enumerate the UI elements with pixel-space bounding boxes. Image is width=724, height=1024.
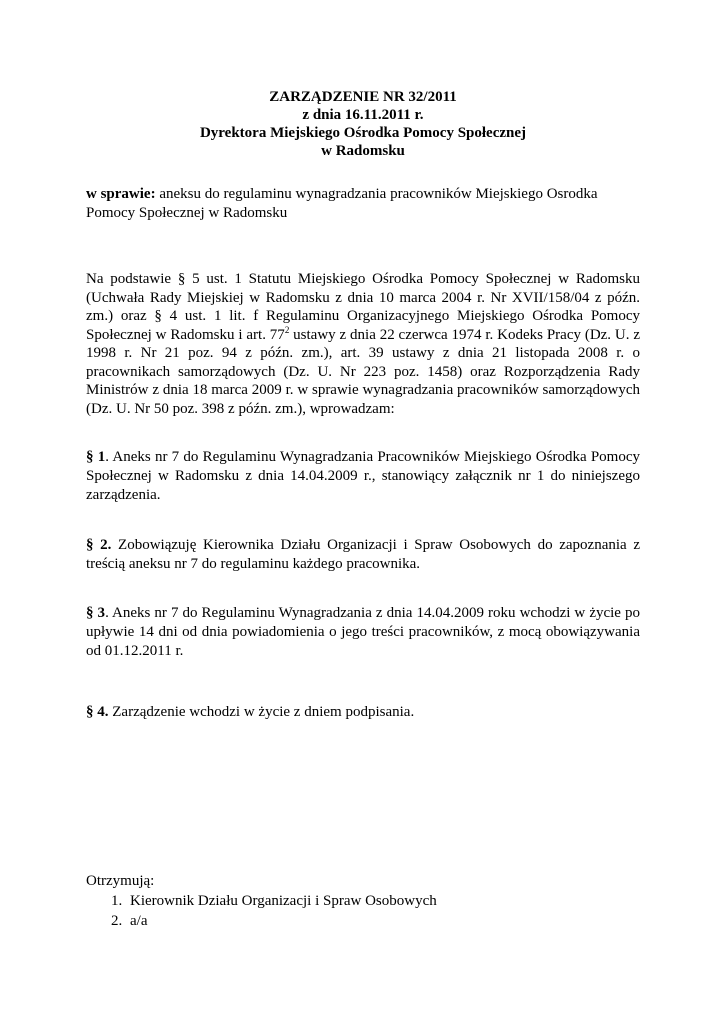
section-3-label: § 3 [86,605,106,621]
section-1 [86,448,640,505]
section-1-text: . Aneks nr 7 do Regulaminu Wynagradzania Pracowników Miejskiego Ośrodka Pomocy Społecznej w Radomsku z dnia 14.04.2009 r., stanowiący załącznik nr 1 do niniejszego zarządzenia. [86,449,640,503]
heading-date: z dnia 16.11.2011 r. [302,107,424,123]
legal-basis-text-start: Na podstawie § 5 ust. 1 Statutu Miejskiego Ośrodka Pomocy Społecznej w Radomsku (Uchwała Rady Miejskiej w Radomsku z dnia 10 marca 2004 r. Nr XVII/158/04 z późn. zm.) oraz § 4 ust. 1 lit. f Regulaminu Organizacyjnego Miejskiego Ośrodka Pomocy Społecznej w Radomsku i art. 77 [86,271,640,343]
section-4-text: Zarządzenie wchodzi w życie z dniem podpisania. [108,704,415,720]
recipients-title: Otrzymują: [86,873,155,889]
legal-basis-text-end: ustawy z dnia 22 czerwca 1974 r. Kodeks Pracy (Dz. U. z 1998 r. Nr 21 poz. 94 z późn. zm.), art. 39 ustawy z dnia 21 listopada 2008 r. o pracownikach samorządowych (Dz. U. Nr 223 poz. 1458) oraz Rozporządzenia Rady Ministrów z dnia 18 marca 2009 r. w sprawie wynagradzania pracowników samorządowych (Dz. U. Nr 50 poz. 398 z późn. zm.), wprowadzam: [86,326,641,417]
document-page [86,88,641,929]
section-2-text: Zobowiązuję Kierownika Działu Organizacji i Spraw Osobowych do zapoznania z treścią aneksu nr 7 do regulaminu każdego pracownika. [86,537,640,572]
section-2 [86,536,640,574]
subject-paragraph [86,185,640,223]
recipients-list [86,891,640,931]
subject-label: w sprawie: [86,186,156,202]
section-3 [86,604,640,661]
section-4-label: § 4. [86,704,109,720]
heading-issuer: Dyrektora Miejskiego Ośrodka Pomocy Społecznej [199,125,527,141]
legal-basis-superscript: 2 [284,324,290,335]
recipients-block [86,871,640,931]
section-3-text: . Aneks nr 7 do Regulaminu Wynagradzania z dnia 14.04.2009 roku wchodzi w życie po upływie 14 dni od dnia powiadomienia o jego treści pracowników, z mocą obowiązywania od 01.12.2011 r. [86,605,641,659]
section-4 [86,703,640,722]
section-2-label: § 2. [86,537,112,553]
document-heading [86,88,640,160]
heading-city: w Radomsku [321,143,405,159]
subject-text: aneksu do regulaminu wynagradzania pracowników Miejskiego Osrodka Pomocy Społecznej w Radomsku [86,186,598,221]
recipient-item: 2. a/a [126,911,640,931]
heading-title: ZARZĄDZENIE NR 32/2011 [269,89,457,105]
section-1-label: § 1 [86,449,106,465]
recipient-item: 1. Kierownik Działu Organizacji i Spraw Osobowych [126,891,640,911]
legal-basis-paragraph [86,270,640,418]
